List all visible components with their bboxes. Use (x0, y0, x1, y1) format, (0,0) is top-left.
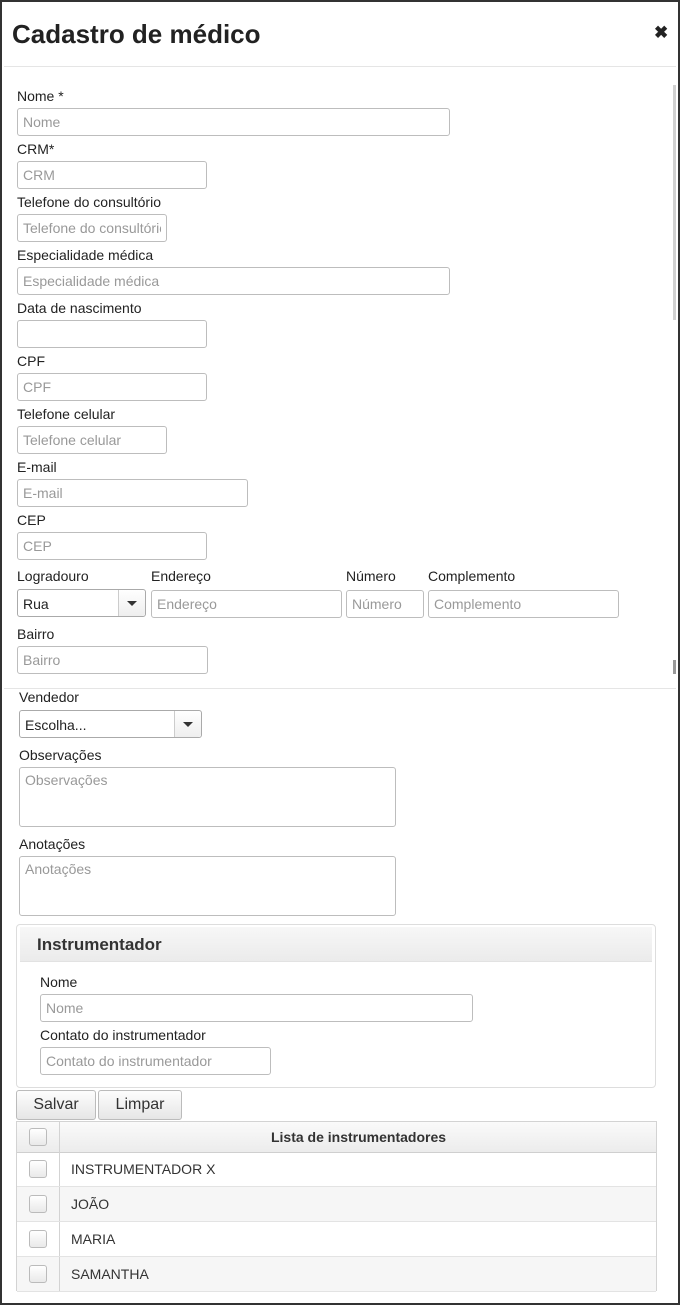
clear-button[interactable]: Limpar (98, 1090, 182, 1120)
email-input[interactable] (17, 479, 248, 507)
grid-header (17, 1122, 656, 1153)
cpf-label: CPF (17, 353, 45, 369)
instrumentadores-grid (16, 1121, 657, 1291)
endereco-input[interactable] (151, 590, 342, 618)
row-name: MARIA (59, 1222, 656, 1256)
instrumentador-nome-input[interactable] (40, 994, 473, 1022)
nome-label: Nome * (17, 88, 64, 104)
section-divider (4, 688, 676, 689)
cep-input[interactable] (17, 532, 207, 560)
telefone-consultorio-label: Telefone do consultório (17, 194, 161, 210)
row-name: JOÃO (59, 1187, 656, 1221)
crm-label: CRM* (17, 141, 55, 157)
logradouro-selected-value: Rua (23, 596, 49, 612)
data-nascimento-input[interactable] (17, 320, 207, 348)
header-divider (4, 66, 676, 67)
especialidade-label: Especialidade médica (17, 247, 154, 263)
table-row[interactable] (17, 1152, 656, 1187)
logradouro-label: Logradouro (17, 568, 89, 584)
table-row[interactable] (17, 1222, 656, 1257)
instrumentador-nome-label: Nome (40, 974, 78, 990)
table-row[interactable] (17, 1187, 656, 1222)
row-name: SAMANTHA (59, 1257, 656, 1291)
chevron-down-icon[interactable] (118, 590, 145, 616)
table-row[interactable] (17, 1257, 656, 1292)
telefone-celular-label: Telefone celular (17, 406, 116, 422)
vendedor-label: Vendedor (19, 689, 79, 705)
vendedor-select[interactable] (19, 710, 202, 738)
crm-input[interactable] (17, 161, 207, 189)
save-button[interactable]: Salvar (16, 1090, 96, 1120)
vendedor-selected-value: Escolha... (25, 717, 87, 733)
observacoes-textarea[interactable] (19, 767, 396, 827)
anotacoes-label: Anotações (19, 836, 86, 852)
chevron-down-icon[interactable] (174, 711, 201, 737)
cep-label: CEP (17, 512, 46, 528)
row-checkbox[interactable] (29, 1230, 47, 1248)
scrollbar-thumb[interactable] (673, 660, 676, 674)
select-all-checkbox[interactable] (29, 1128, 47, 1146)
grid-column-header: Lista de instrumentadores (59, 1122, 657, 1152)
logradouro-select[interactable] (17, 589, 146, 617)
data-nascimento-label: Data de nascimento (17, 300, 142, 316)
instrumentador-contato-label: Contato do instrumentador (40, 1027, 206, 1043)
close-icon[interactable]: ✖ (654, 23, 669, 42)
instrumentador-title: Instrumentador (37, 935, 162, 954)
endereco-label: Endereço (151, 568, 211, 584)
observacoes-label: Observações (19, 747, 102, 763)
instrumentador-contato-input[interactable] (40, 1047, 271, 1075)
complemento-input[interactable] (428, 590, 619, 618)
row-name: INSTRUMENTADOR X (59, 1152, 656, 1186)
bairro-label: Bairro (17, 626, 55, 642)
bairro-input[interactable] (17, 646, 208, 674)
anotacoes-textarea[interactable] (19, 856, 396, 916)
nome-input[interactable] (17, 108, 450, 136)
numero-input[interactable] (346, 590, 424, 618)
row-checkbox[interactable] (29, 1265, 47, 1283)
telefone-consultorio-input[interactable] (17, 214, 167, 242)
row-checkbox[interactable] (29, 1195, 47, 1213)
scrollbar[interactable] (673, 85, 676, 320)
cpf-input[interactable] (17, 373, 207, 401)
dialog-title: Cadastro de médico (12, 19, 261, 49)
email-label: E-mail (17, 459, 57, 475)
especialidade-input[interactable] (17, 267, 450, 295)
telefone-celular-input[interactable] (17, 426, 167, 454)
numero-label: Número (346, 568, 396, 584)
complemento-label: Complemento (428, 568, 516, 584)
row-checkbox[interactable] (29, 1160, 47, 1178)
